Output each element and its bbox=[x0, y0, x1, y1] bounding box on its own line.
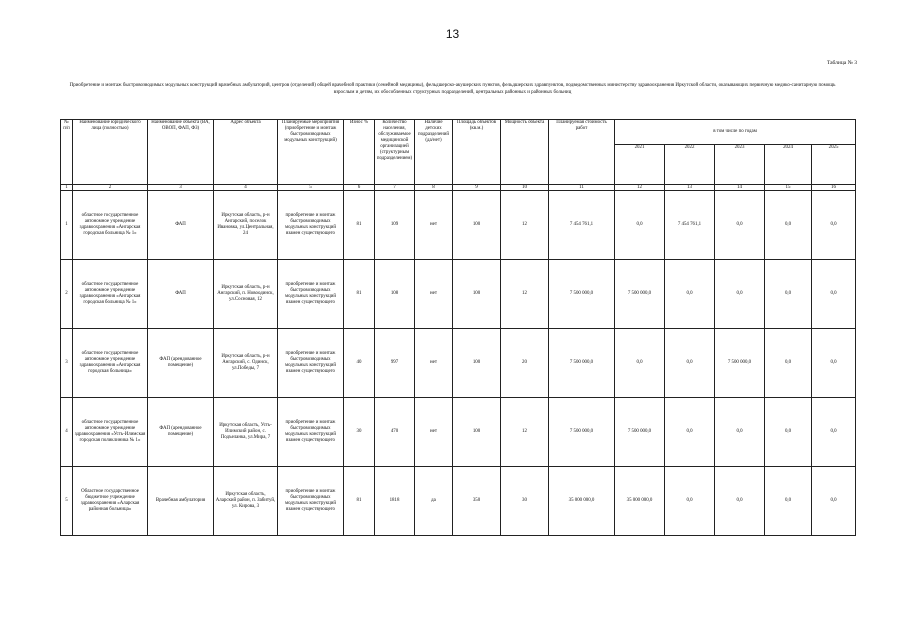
page-number: 13 bbox=[445, 27, 460, 41]
cell-year-2025: 0,0 bbox=[812, 260, 856, 329]
cell-entity: областное государственное автономное учреждение здравоохранения «Ангарская городская больница № 1» bbox=[73, 191, 148, 260]
table-row bbox=[61, 260, 856, 329]
cell-cost: 35 000 000,0 bbox=[549, 467, 615, 536]
cell-cost: 7 500 000,0 bbox=[549, 398, 615, 467]
column-number: 11 bbox=[549, 185, 615, 191]
column-number: 6 bbox=[344, 185, 375, 191]
cell-capacity: 30 bbox=[501, 467, 549, 536]
cell-area: 100 bbox=[453, 191, 501, 260]
header-cost: Планируемая стоимость работ bbox=[549, 120, 615, 185]
table-row bbox=[61, 398, 856, 467]
cell-wear: 81 bbox=[344, 467, 375, 536]
cell-num: 5 bbox=[61, 467, 73, 536]
cell-population: 1818 bbox=[375, 467, 415, 536]
column-number: 4 bbox=[214, 185, 278, 191]
cell-year-2022: 0,0 bbox=[665, 467, 715, 536]
cell-area: 100 bbox=[453, 398, 501, 467]
cell-address: Иркутская область, р-н Ангарский, поселок Ивановка, ул.Центральная, 24 bbox=[214, 191, 278, 260]
column-number: 5 bbox=[278, 185, 344, 191]
cell-year-2024: 0,0 bbox=[765, 191, 812, 260]
cell-wear: 40 bbox=[344, 329, 375, 398]
cell-year-2023: 0,0 bbox=[715, 398, 765, 467]
cell-year-2023: 0,0 bbox=[715, 467, 765, 536]
cell-address: Иркутская область, Аларский район, п. Забитуй, ул. Кирова, 3 bbox=[214, 467, 278, 536]
cell-year-2021: 0,0 bbox=[615, 191, 665, 260]
header-entity: Наименование юридического лица (полностью) bbox=[73, 120, 148, 185]
cell-year-2025: 0,0 bbox=[812, 398, 856, 467]
column-number: 3 bbox=[148, 185, 214, 191]
column-number: 16 bbox=[812, 185, 856, 191]
table-label: Таблица № 3 bbox=[826, 60, 857, 66]
cell-wear: 81 bbox=[344, 260, 375, 329]
column-number: 9 bbox=[453, 185, 501, 191]
header-area: Площадь объектов (кв.м.) bbox=[453, 120, 501, 185]
cell-object: Врачебная амбулатория bbox=[148, 467, 214, 536]
cell-wear: 30 bbox=[344, 398, 375, 467]
column-number: 13 bbox=[665, 185, 715, 191]
cell-activity: приобретение и монтаж быстровозводимых модульных конструкций взамен существующего bbox=[278, 191, 344, 260]
header-children: Наличие детских подразделений (да/нет) bbox=[415, 120, 453, 185]
cell-capacity: 12 bbox=[501, 398, 549, 467]
header-activity: Планируемые мероприятия (приобретение и монтаж быстровозводимых модульных конструкций) bbox=[278, 120, 344, 185]
column-number: 8 bbox=[415, 185, 453, 191]
column-number: 12 bbox=[615, 185, 665, 191]
cell-cost: 7 500 000,0 bbox=[549, 260, 615, 329]
cell-area: 100 bbox=[453, 329, 501, 398]
table-row bbox=[61, 467, 856, 536]
cell-year-2022: 7 454 761,1 bbox=[665, 191, 715, 260]
header-years-group: в том числе по годам bbox=[615, 120, 856, 145]
cell-population: 997 bbox=[375, 329, 415, 398]
cell-year-2022: 0,0 bbox=[665, 398, 715, 467]
cell-object: ФАП bbox=[148, 191, 214, 260]
cell-address: Иркутская область, р-н Ангарский, п. Новоодинск, ул.Сосновая, 12 bbox=[214, 260, 278, 329]
cell-capacity: 20 bbox=[501, 329, 549, 398]
cell-year-2023: 7 500 000,0 bbox=[715, 329, 765, 398]
cell-cost: 7 500 000,0 bbox=[549, 329, 615, 398]
column-number: 14 bbox=[715, 185, 765, 191]
header-wear: Износ % bbox=[344, 120, 375, 185]
cell-capacity: 12 bbox=[501, 260, 549, 329]
table-row bbox=[61, 329, 856, 398]
column-number: 2 bbox=[73, 185, 148, 191]
cell-population: 470 bbox=[375, 398, 415, 467]
header-address: Адрес объекта bbox=[214, 120, 278, 185]
header-year: 2021 bbox=[615, 145, 665, 185]
cell-entity: областное государственное автономное учреждение здравоохранения «Ангарская городская больница» bbox=[73, 329, 148, 398]
header-year: 2025 bbox=[812, 145, 856, 185]
cell-year-2021: 35 000 000,0 bbox=[615, 467, 665, 536]
cell-year-2025: 0,0 bbox=[812, 467, 856, 536]
cell-children: нет bbox=[415, 398, 453, 467]
cell-num: 4 bbox=[61, 398, 73, 467]
cell-cost: 7 454 761,1 bbox=[549, 191, 615, 260]
cell-num: 2 bbox=[61, 260, 73, 329]
cell-year-2023: 0,0 bbox=[715, 260, 765, 329]
cell-object: ФАП bbox=[148, 260, 214, 329]
table-caption: Приобретение и монтаж быстровозводимых модульных конструкций врачебных амбулаторий, центров (отделений) общей врачебной практики (семейной медицины), фельдшерско-акушерских пунктов, фельдшерских здравпунктов, подведомственных министерству здравоохранения Иркутской области, оказывающих первичную медико-санитарную помощь взрослым и детям, их обособленных структурных подразделений, центральных районных и районных больниц bbox=[69, 83, 836, 95]
cell-year-2023: 0,0 bbox=[715, 191, 765, 260]
cell-year-2025: 0,0 bbox=[812, 329, 856, 398]
column-number: 1 bbox=[61, 185, 73, 191]
cell-year-2021: 7 500 000,0 bbox=[615, 398, 665, 467]
cell-entity: областное государственное автономное учреждение здравоохранения «Усть-Илимская городская поликлиника № 1» bbox=[73, 398, 148, 467]
table-row bbox=[61, 191, 856, 260]
header-object: Наименование объекта (ВА, ОВОП, ФАП, ФЗ) bbox=[148, 120, 214, 185]
cell-population: 108 bbox=[375, 260, 415, 329]
cell-capacity: 12 bbox=[501, 191, 549, 260]
cell-year-2024: 0,0 bbox=[765, 329, 812, 398]
cell-num: 1 bbox=[61, 191, 73, 260]
header-year: 2024 bbox=[765, 145, 812, 185]
cell-children: да bbox=[415, 467, 453, 536]
header-capacity: Мощность объекта bbox=[501, 120, 549, 185]
cell-year-2024: 0,0 bbox=[765, 260, 812, 329]
cell-entity: Областное государственное бюджетное учреждение здравоохранения «Аларская районная больница» bbox=[73, 467, 148, 536]
cell-children: нет bbox=[415, 329, 453, 398]
column-number: 15 bbox=[765, 185, 812, 191]
cell-address: Иркутская область, р-н Ангарский, с. Одинск, ул.Победы, 7 bbox=[214, 329, 278, 398]
data-table bbox=[60, 119, 856, 536]
cell-area: 350 bbox=[453, 467, 501, 536]
cell-population: 109 bbox=[375, 191, 415, 260]
cell-year-2024: 0,0 bbox=[765, 398, 812, 467]
cell-year-2022: 0,0 bbox=[665, 260, 715, 329]
header-num: № п/п bbox=[61, 120, 73, 185]
column-number: 10 bbox=[501, 185, 549, 191]
header-row bbox=[61, 120, 856, 145]
cell-year-2021: 7 500 000,0 bbox=[615, 260, 665, 329]
header-year: 2022 bbox=[665, 145, 715, 185]
cell-year-2021: 0,0 bbox=[615, 329, 665, 398]
cell-year-2025: 0,0 bbox=[812, 191, 856, 260]
cell-children: нет bbox=[415, 260, 453, 329]
cell-year-2024: 0,0 bbox=[765, 467, 812, 536]
cell-activity: приобретение и монтаж быстровозводимых модульных конструкций взамен существующего bbox=[278, 329, 344, 398]
cell-activity: приобретение и монтаж быстровозводимых модульных конструкций взамен существующего bbox=[278, 398, 344, 467]
cell-wear: 81 bbox=[344, 191, 375, 260]
cell-num: 3 bbox=[61, 329, 73, 398]
cell-object: ФАП (арендованное помещение) bbox=[148, 398, 214, 467]
cell-area: 100 bbox=[453, 260, 501, 329]
cell-entity: областное государственное автономное учреждение здравоохранения «Ангарская городская больница № 1» bbox=[73, 260, 148, 329]
cell-object: ФАП (арендованное помещение) bbox=[148, 329, 214, 398]
cell-activity: приобретение и монтаж быстровозводимых модульных конструкций взамен существующего bbox=[278, 467, 344, 536]
header-year: 2023 bbox=[715, 145, 765, 185]
header-population: Количество населения, обслуживаемое медицинской организацией (структурным подразделением) bbox=[375, 120, 415, 185]
cell-address: Иркутская область, Усть-Илимский район, с. Подъеланка, ул.Мира, 7 bbox=[214, 398, 278, 467]
cell-year-2022: 0,0 bbox=[665, 329, 715, 398]
cell-activity: приобретение и монтаж быстровозводимых модульных конструкций взамен существующего bbox=[278, 260, 344, 329]
column-number: 7 bbox=[375, 185, 415, 191]
cell-children: нет bbox=[415, 191, 453, 260]
